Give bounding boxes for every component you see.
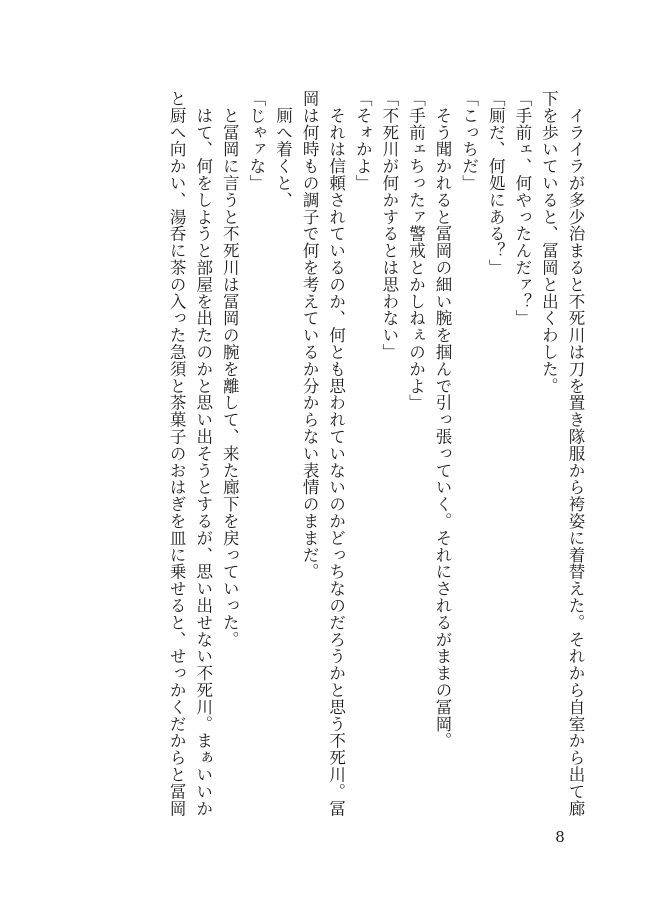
text-line: 「そォかよ」 [353,90,373,192]
text-line: 「こっちだ」 [459,90,479,192]
text-line: それは信頼されているのか、何とも思われていないのかどっちなのだろうかと思う不死川。冨 [326,90,346,817]
text-line: イライラが多少治まると不死川は刀を置き隊服から袴姿に着替えた。それから自室から出て廊 [566,90,585,817]
text-line: そう聞かれると冨岡の細い腕を掴んで引っ張っていく。それにされるがままの冨岡。 [433,90,453,750]
text-line: 「手前ェちったァ警戒とかしねぇのかよ」 [406,90,426,412]
text-line: と冨岡に言うと不死川は冨岡の腕を離して、来た廊下を戻っていった。 [220,90,240,648]
text-line: 「不死川が何かするとは思わない」 [379,90,399,361]
page-number: 8 [555,828,565,846]
vertical-text-body [88,90,588,818]
text-line: と厨へ向かい、湯呑に茶の入った急須と茶菓子のおはぎを皿に乗せると、せっかくだからと冨岡 [167,90,187,817]
text-line: 「じゃァな」 [246,90,266,192]
text-line: 下を歩いていると、冨岡と出くわした。 [539,90,559,395]
text-line: 「手前ェ、何やったんだァ？」 [512,90,532,327]
text-line: 「厠だ、何処にある？」 [486,90,506,276]
text-line: 厠へ着くと、 [273,90,293,209]
text-line: 岡は何時もの調子で何を考えているか分からない表情のままだ。 [300,90,320,581]
text-line: はて、何をしようと部屋を出たのかと思い出そうとするが、思い出せない不死川。まぁいいか [193,90,213,817]
